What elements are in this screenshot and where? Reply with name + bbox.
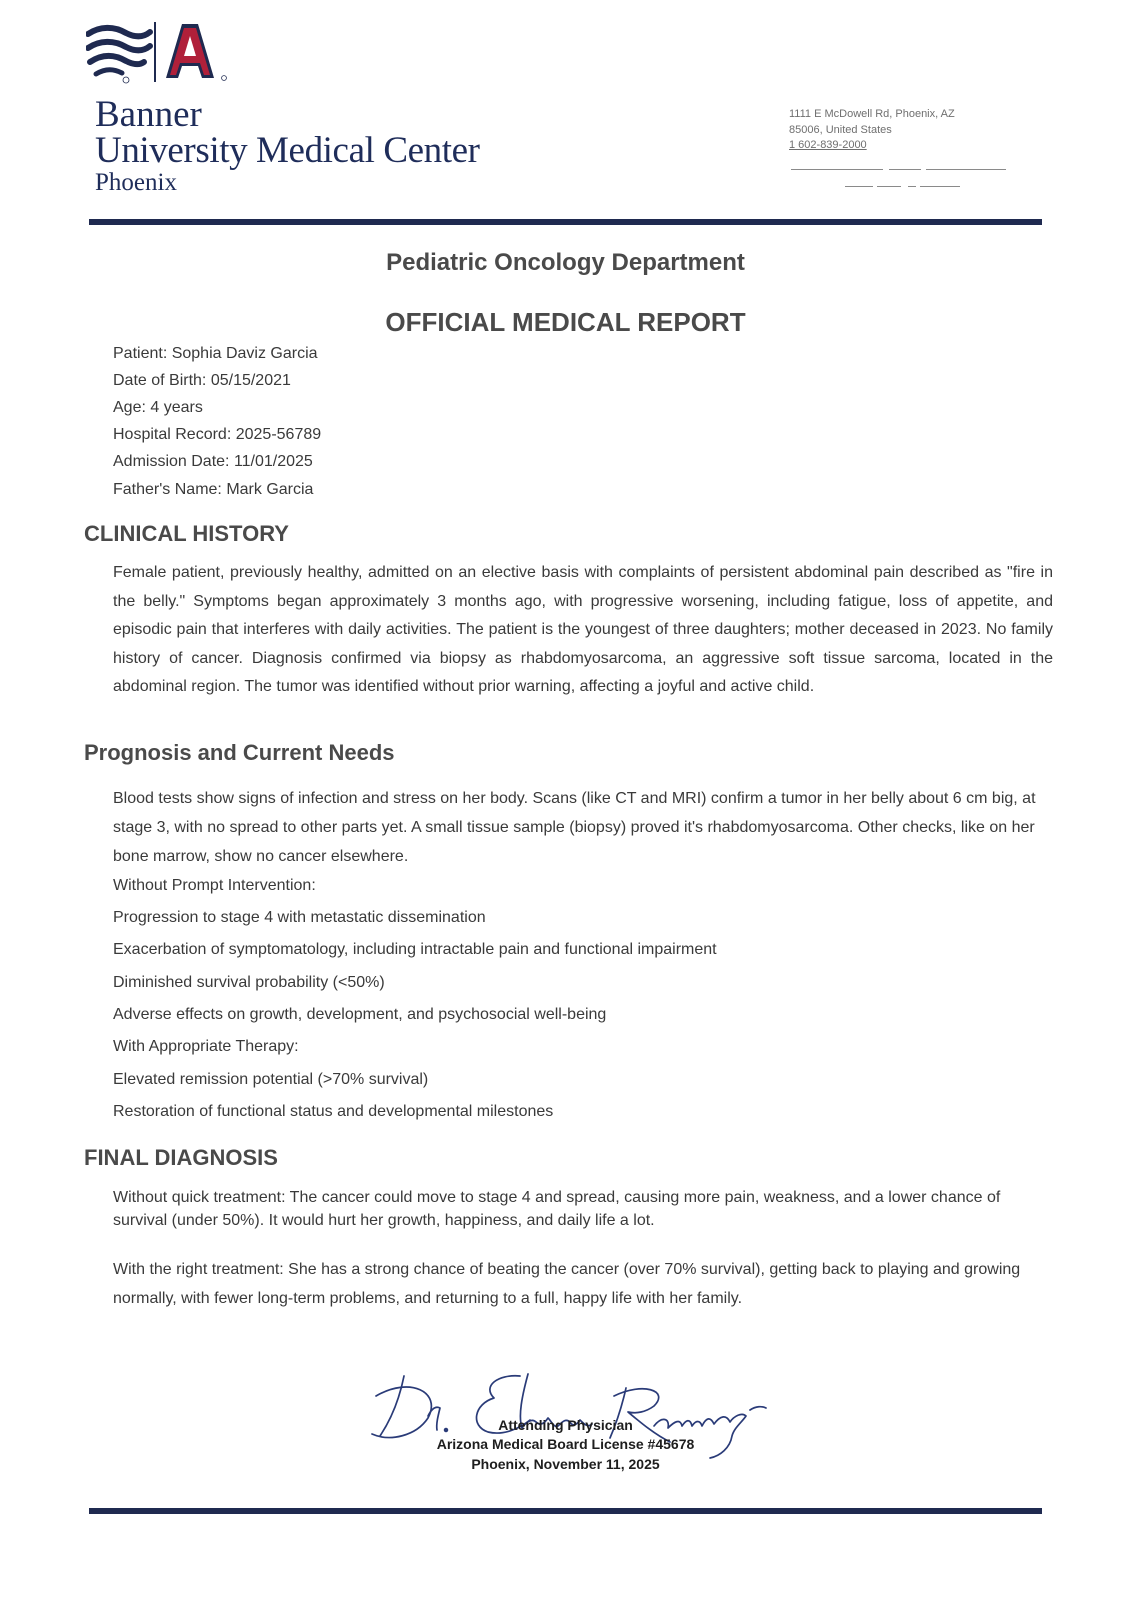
report-title: OFFICIAL MEDICAL REPORT <box>385 307 746 337</box>
prognosis-item: Elevated remission potential (>70% survival) <box>113 1071 429 1088</box>
phone-link[interactable]: 1 602-839-2000 <box>789 139 867 151</box>
hospital-logo-icon <box>86 18 246 88</box>
admission-date: Admission Date: 11/01/2025 <box>113 453 313 470</box>
address-divider <box>791 169 883 170</box>
final-diagnosis-paragraph: Without quick treatment: The cancer could move to stage 4 and spread, causing more pain, weakness, and a lower chance of survival (under 50%). It would hurt her growth, happiness, and daily life a lot. <box>113 1189 1001 1229</box>
prognosis-item: With Appropriate Therapy: <box>113 1038 299 1055</box>
prognosis-text: Blood tests show signs of infection and stress on her body. Scans (like CT and MRI) confirm a tumor in her belly about 6 cm big, at stage 3, with no spread to other parts yet. A small tissue sample (biopsy) proved it's rhabdomyosarcoma. Other checks, like on her bone marrow, show no cancer elsewhere. <box>113 790 1036 865</box>
address-line-1: 1111 E McDowell Rd, Phoenix, AZ <box>789 108 955 120</box>
address-divider <box>845 186 873 187</box>
header-divider <box>89 219 1042 225</box>
signature-place-date: Phoenix, November 11, 2025 <box>471 1456 660 1472</box>
prognosis-item: Diminished survival probability (<50%) <box>113 974 385 991</box>
department-title: Pediatric Oncology Department <box>386 249 745 276</box>
patient-age: Age: 4 years <box>113 399 203 416</box>
patient-dob: Date of Birth: 05/15/2021 <box>113 372 291 389</box>
address-line-2: 85006, United States <box>789 124 892 136</box>
prognosis-item: Without Prompt Intervention: <box>113 877 316 894</box>
patient-name: Patient: Sophia Daviz Garcia <box>113 345 318 362</box>
prognosis-item: Adverse effects on growth, development, and psychosocial well-being <box>113 1006 607 1023</box>
prognosis-item: Exacerbation of symptomatology, including intractable pain and functional impairment <box>113 941 717 958</box>
clinical-history-heading: CLINICAL HISTORY <box>84 521 289 546</box>
prognosis-item: Progression to stage 4 with metastatic dissemination <box>113 909 486 926</box>
logo-umc-text: University Medical Center <box>95 130 480 171</box>
address-divider <box>877 186 901 187</box>
address-divider <box>926 169 1006 170</box>
address-divider <box>908 186 916 187</box>
father-name: Father's Name: Mark Garcia <box>113 481 314 498</box>
hospital-record: Hospital Record: 2025-56789 <box>113 426 322 443</box>
final-diagnosis-heading: FINAL DIAGNOSIS <box>84 1145 278 1170</box>
footer-divider <box>89 1508 1042 1514</box>
address-divider <box>889 169 921 170</box>
logo-phoenix-text: Phoenix <box>95 169 177 196</box>
signature-license: Arizona Medical Board License #45678 <box>436 1436 695 1452</box>
prognosis-item: Restoration of functional status and developmental milestones <box>113 1103 554 1120</box>
address-divider <box>920 186 960 187</box>
final-diagnosis-paragraph: With the right treatment: She has a strong chance of beating the cancer (over 70% survival), getting back to playing and growing normally, with fewer long-term problems, and returning to a full, happy life with her family. <box>113 1261 1021 1307</box>
prognosis-heading: Prognosis and Current Needs <box>84 740 395 765</box>
signature-title: Attending Physician <box>498 1417 633 1433</box>
clinical-history-text: Female patient, previously healthy, admitted on an elective basis with complaints of persistent abdominal pain described as "fire in the belly." Symptoms began approximately 3 months ago, with progressive worsening, including fatigue, loss of appetite, and episodic pain that interferes with daily activities. The patient is the youngest of three daughters; mother deceased in 2023. No family history of cancer. Diagnosis confirmed via biopsy as rhabdomyosarcoma, an aggressive soft tissue sarcoma, located in the abdominal region. The tumor was identified without prior warning, affecting a joyful and active child. <box>113 564 1053 696</box>
logo-banner-text: Banner <box>95 94 202 135</box>
